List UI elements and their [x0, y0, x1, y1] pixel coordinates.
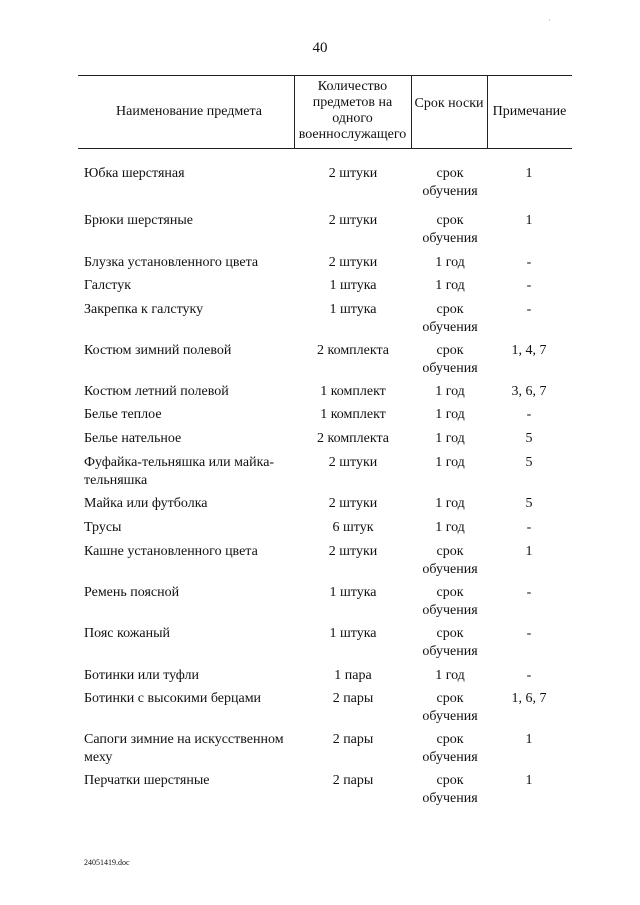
table-cell-name: Костюм зимний полевой	[84, 343, 232, 358]
table-cell-note: -	[526, 407, 532, 422]
table-cell-name: Юбка шерстяная	[84, 166, 185, 181]
table-cell-note: 1	[525, 213, 533, 228]
table-cell-qty: 2 штуки	[328, 455, 378, 470]
table-cell-name: Перчатки шерстяные	[84, 773, 210, 788]
header-note: Примечание	[492, 104, 567, 119]
table-cell-name: Сапоги зимние на искусственном меху	[84, 732, 284, 765]
table-cell-note: 1, 4, 7	[511, 343, 547, 358]
footer-filename: 24051419.doc	[84, 858, 130, 867]
table-cell-name: Белье нательное	[84, 431, 182, 446]
table-cell-qty: 1 штука	[329, 278, 377, 293]
table-cell-note: 1	[525, 732, 533, 747]
table-cell-name: Белье теплое	[84, 407, 162, 422]
table-cell-term: срок обучения	[422, 213, 478, 246]
table-cell-term: 1 год	[435, 496, 465, 511]
table-cell-note: -	[526, 278, 532, 293]
header-name: Наименование предмета	[116, 104, 262, 119]
table-cell-term: 1 год	[435, 384, 465, 399]
table-cell-qty: 2 штуки	[328, 166, 378, 181]
table-cell-name: Майка или футболка	[84, 496, 208, 511]
table-cell-qty: 2 комплекта	[317, 343, 389, 358]
table-cell-note: 5	[525, 455, 533, 470]
table-cell-qty: 1 штука	[329, 302, 377, 317]
table-cell-term: 1 год	[435, 407, 465, 422]
table-cell-qty: 1 пара	[334, 668, 372, 683]
table-cell-qty: 1 комплект	[320, 384, 386, 399]
table-cell-name: Трусы	[84, 520, 122, 535]
table-cell-note: -	[526, 520, 532, 535]
table-cell-name: Пояс кожаный	[84, 626, 171, 641]
table-cell-note: -	[526, 626, 532, 641]
table-cell-term: срок обучения	[422, 166, 478, 199]
table-cell-name: Ремень поясной	[84, 585, 180, 600]
table-cell-term: 1 год	[435, 255, 465, 270]
page-number: 40	[312, 40, 328, 56]
header-term: Срок носки	[414, 96, 484, 111]
table-cell-qty: 2 штуки	[328, 544, 378, 559]
table-cell-name: Ботинки или туфли	[84, 668, 200, 683]
table-cell-note: 3, 6, 7	[511, 384, 547, 399]
table-cell-name: Закрепка к галстуку	[84, 302, 204, 317]
table-cell-qty: 2 штуки	[328, 213, 378, 228]
table-cell-term: срок обучения	[422, 626, 478, 659]
table-cell-note: 1	[525, 544, 533, 559]
table-cell-term: срок обучения	[422, 343, 478, 376]
table-cell-qty: 2 пары	[332, 773, 374, 788]
table-cell-qty: 6 штук	[332, 520, 374, 535]
header-bottom-rule	[78, 148, 572, 149]
table-cell-term: 1 год	[435, 668, 465, 683]
table-cell-term: срок обучения	[422, 585, 478, 618]
table-cell-qty: 2 комплекта	[317, 431, 389, 446]
table-cell-name: Брюки шерстяные	[84, 213, 193, 228]
table-cell-qty: 2 пары	[332, 732, 374, 747]
table-cell-note: 1, 6, 7	[511, 691, 547, 706]
table-cell-note: 5	[525, 431, 533, 446]
table-cell-note: 1	[525, 166, 533, 181]
table-cell-note: 1	[525, 773, 533, 788]
table-cell-qty: 1 штука	[329, 626, 377, 641]
table-cell-note: 5	[525, 496, 533, 511]
table-cell-term: срок обучения	[422, 302, 478, 335]
table-cell-term: срок обучения	[422, 544, 478, 577]
table-cell-note: -	[526, 302, 532, 317]
table-cell-term: срок обучения	[422, 773, 478, 806]
table-cell-note: -	[526, 668, 532, 683]
header-quantity: Количество предметов на одного военнослужащего	[298, 79, 407, 142]
table-cell-name: Галстук	[84, 278, 132, 293]
table-cell-term: 1 год	[435, 431, 465, 446]
table-cell-term: 1 год	[435, 278, 465, 293]
table-cell-qty: 2 пары	[332, 691, 374, 706]
table-cell-name: Фуфайка-тельняшка или майка-тельняшка	[84, 455, 275, 488]
table-cell-note: -	[526, 585, 532, 600]
table-cell-qty: 2 штуки	[328, 496, 378, 511]
table-cell-name: Кашне установленного цвета	[84, 544, 258, 559]
table-cell-term: 1 год	[435, 520, 465, 535]
table-cell-note: -	[526, 255, 532, 270]
table-cell-qty: 2 штуки	[328, 255, 378, 270]
table-cell-term: срок обучения	[422, 732, 478, 765]
table-cell-name: Ботинки с высокими берцами	[84, 691, 262, 706]
table-cell-name: Блузка установленного цвета	[84, 255, 259, 270]
corner-mark: ·	[548, 16, 551, 25]
table-cell-qty: 1 штука	[329, 585, 377, 600]
table-cell-name: Костюм летний полевой	[84, 384, 229, 399]
table-cell-term: срок обучения	[422, 691, 478, 724]
table-cell-term: 1 год	[435, 455, 465, 470]
table-top-rule	[78, 75, 572, 76]
table-cell-qty: 1 комплект	[320, 407, 386, 422]
